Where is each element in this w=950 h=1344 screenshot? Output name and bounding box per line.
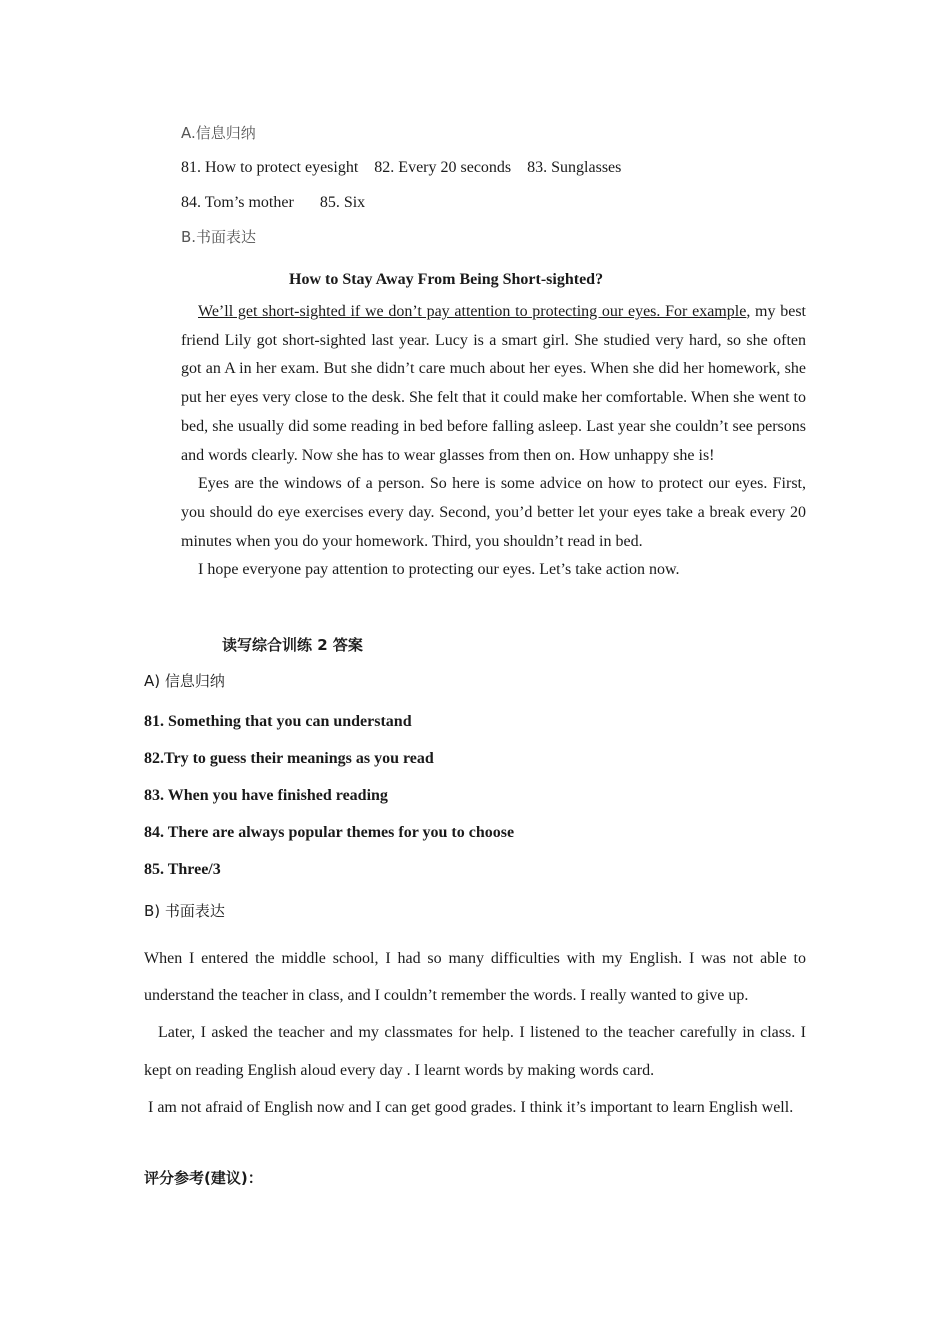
- section2-answer-81: 81. Something that you can understand: [144, 713, 412, 730]
- essay2-paragraph-1: When I entered the middle school, I had so many difficulties with my English. I was not able to understand the teacher in class, and I couldn’t remember the words. I really wanted to give up.: [144, 950, 806, 1005]
- essay1-paragraph-3: I hope everyone pay attention to protecting our eyes. Let’s take action now.: [198, 561, 680, 579]
- answer-83: 83. Sunglasses: [527, 159, 622, 176]
- section2-title: 读写综合训练 2 答案: [222, 636, 363, 654]
- answer-81: 81. How to protect eyesight: [181, 159, 359, 176]
- essay1-paragraph-1: [181, 298, 806, 470]
- section1-a-heading: A.信息归纳: [181, 124, 256, 142]
- section1-answers-line1: [181, 158, 621, 178]
- essay2-paragraph-2: Later, I asked the teacher and my classmates for help. I listened to the teacher carefully in class. I kept on reading English aloud every day . I learnt words by making words card.: [144, 1024, 806, 1079]
- section2-answer-82: 82.Try to guess their meanings as you read: [144, 750, 434, 767]
- essay1-paragraph-1-rest: , my best friend Lily got short-sighted last year. Lucy is a smart girl. She studied very hard, so she often got an A in her exam. But she didn’t care much about her eyes. When she did her homework, she put her eyes very close to the desk. She felt that it could make her comfortable. When she went to bed, she usually did some reading in bed before falling asleep. Last year she couldn’t see persons and words clearly. Now she has to wear glasses from then on. How unhappy she is!: [181, 303, 807, 464]
- essay-title: How to Stay Away From Being Short-sighted?: [289, 271, 604, 288]
- section2-essay: [144, 940, 806, 1126]
- answer-82: 82. Every 20 seconds: [374, 159, 512, 176]
- section2-a-heading: A) 信息归纳: [144, 672, 225, 690]
- scoring-heading: 评分参考(建议)：: [144, 1169, 263, 1187]
- answer-85: 85. Six: [319, 194, 366, 211]
- essay1-underlined-sentence: We’ll get short-sighted if we don’t pay attention to protecting our eyes. For example: [198, 303, 747, 320]
- section1-b-heading: B.书面表达: [181, 228, 257, 246]
- section2-b-heading: B) 书面表达: [144, 902, 225, 920]
- section2-answer-84: 84. There are always popular themes for you to choose: [144, 824, 515, 841]
- essay2-paragraph-3: I am not afraid of English now and I can get good grades. I think it’s important to learn English well.: [148, 1098, 794, 1116]
- section1-answers-line2: [181, 193, 365, 213]
- section1-essay: [181, 298, 806, 585]
- answer-84: 84. Tom’s mother: [181, 194, 294, 211]
- section2-answer-83: 83. When you have finished reading: [144, 787, 388, 804]
- essay1-paragraph-2: Eyes are the windows of a person. So here is some advice on how to protect our eyes. First, you should do eye exercises every day. Second, you’d better let your eyes take a break every 20 minutes when you do your homework. Third, you shouldn’t read in bed.: [181, 475, 806, 550]
- section2-answer-85: 85. Three/3: [144, 861, 221, 878]
